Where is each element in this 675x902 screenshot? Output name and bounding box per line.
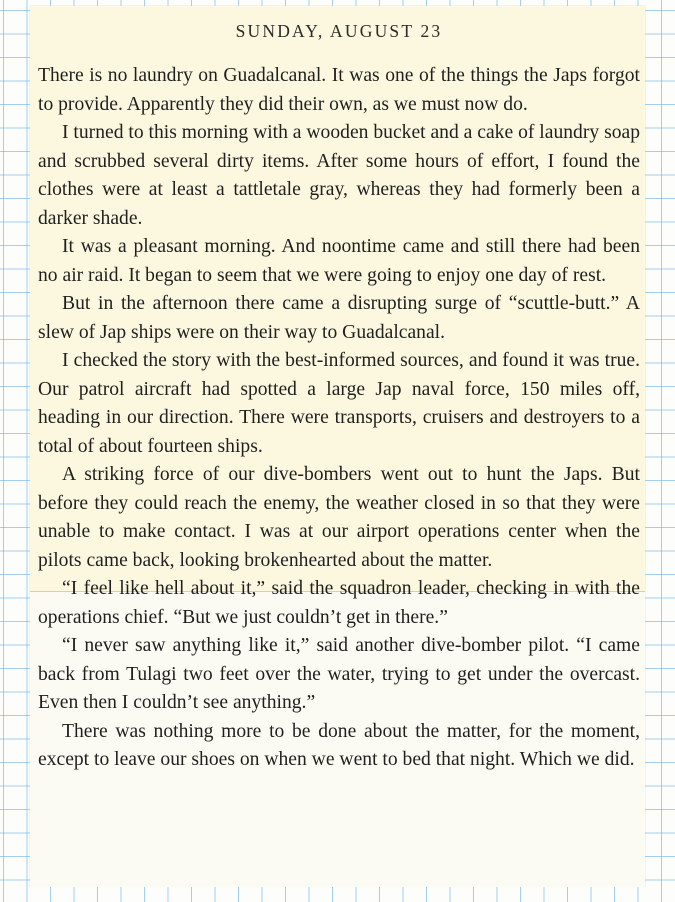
paragraph-9: There was nothing more to be done about the matter, for the moment, except to leave our shoes on when we went to bed that night. Which we did. xyxy=(38,720,640,770)
page-header-date: SUNDAY, AUGUST 23 xyxy=(235,21,443,41)
paragraph-8: “I never saw anything like it,” said another dive-bomber pilot. “I came back from Tulagi two feet over the water, trying to get under the overcast. Even then I couldn’t see anything.” xyxy=(38,635,640,713)
paragraph-2: I turned to this morning with a wooden bucket and a cake of laundry soap and scrubbed several dirty items. After some hours of effort, I found the clothes were at least a tattletale gray, whereas they had formerly been a darker shade. xyxy=(38,122,640,229)
paragraph-4: But in the afternoon there came a disrupting surge of “scuttle-butt.” A slew of Jap ships were on their way to Guadalcanal. xyxy=(38,293,640,343)
paragraph-1: There is no laundry on Guadalcanal. It was one of the things the Japs forgot to provide. Apparently they did their own, as we must now do. xyxy=(38,65,640,115)
paragraph-6: A striking force of our dive-bombers went out to hunt the Japs. But before they could reach the enemy, the weather closed in so that they were unable to make contact. I was at our airport operations center when the pilots came back, looking brokenhearted about the matter. xyxy=(38,464,640,571)
paragraph-5: I checked the story with the best-informed sources, and found it was true. Our patrol aircraft had spotted a large Jap naval force, 150 miles off, heading in our direction. There were transports, cruisers and destroyers to a total of about fourteen ships. xyxy=(38,350,640,457)
paragraph-3: It was a pleasant morning. And noontime came and still there had been no air raid. It began to seem that we were going to enjoy one day of rest. xyxy=(38,236,640,286)
document-content xyxy=(38,10,640,775)
paragraph-7: “I feel like hell about it,” said the squadron leader, checking in with the operations chief. “But we just couldn’t get in there.” xyxy=(38,578,640,628)
